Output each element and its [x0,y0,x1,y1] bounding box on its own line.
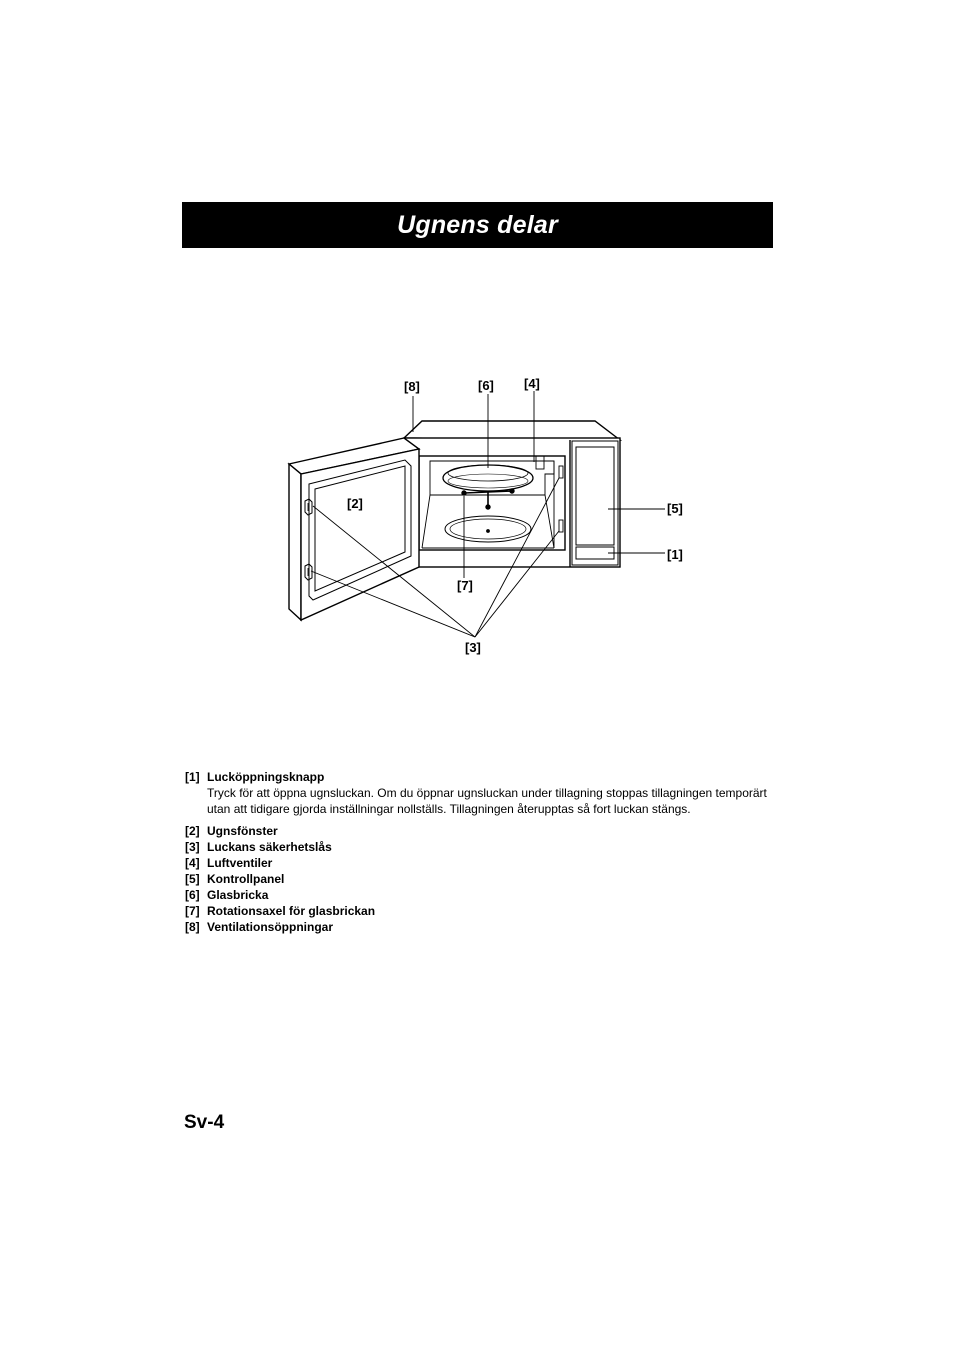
part-number: [7] [185,904,200,918]
part-item-2 [185,823,785,839]
part-item-7 [185,903,785,919]
callout-7: [7] [457,578,473,593]
part-name: Lucköppningsknapp [207,770,325,784]
part-number: [4] [185,856,200,870]
part-item-8 [185,919,785,935]
part-item-4 [185,855,785,871]
part-item-5 [185,871,785,887]
oven-body [404,421,620,567]
part-name: Ventilationsöppningar [207,920,334,934]
part-number: [8] [185,920,200,934]
part-number: [6] [185,888,200,902]
part-name: Luckans säkerhetslås [207,840,332,854]
part-name: Glasbricka [207,888,269,902]
part-name: Kontrollpanel [207,872,285,886]
part-item-1 [185,769,785,817]
page-title: Ugnens delar [397,210,558,239]
callout-2: [2] [347,496,363,511]
part-number: [3] [185,840,200,854]
parts-list [185,769,785,935]
callout-3: [3] [465,640,481,655]
part-item-6 [185,887,785,903]
part-number: [1] [185,770,200,784]
callout-4: [4] [524,376,540,391]
part-name: Rotationsaxel för glasbrickan [207,904,376,918]
oven-door [289,438,419,620]
part-number: [5] [185,872,200,886]
part-number: [2] [185,824,200,838]
part-name: Ugnsfönster [207,824,278,838]
page-number: Sv-4 [184,1112,225,1133]
callout-5: [5] [667,501,683,516]
part-description: Tryck för att öppna ugnsluckan. Om du öppnar ugnsluckan under tillagning stoppas tillagningen temporärt utan att tidigare gjorda inställningar nollställs. Tillagningen återupptas så fort luckan stängs. [207,786,767,816]
part-name: Luftventiler [207,856,273,870]
callout-6: [6] [478,378,494,393]
callout-1: [1] [667,547,683,562]
part-item-3 [185,839,785,855]
callout-8: [8] [404,379,420,394]
